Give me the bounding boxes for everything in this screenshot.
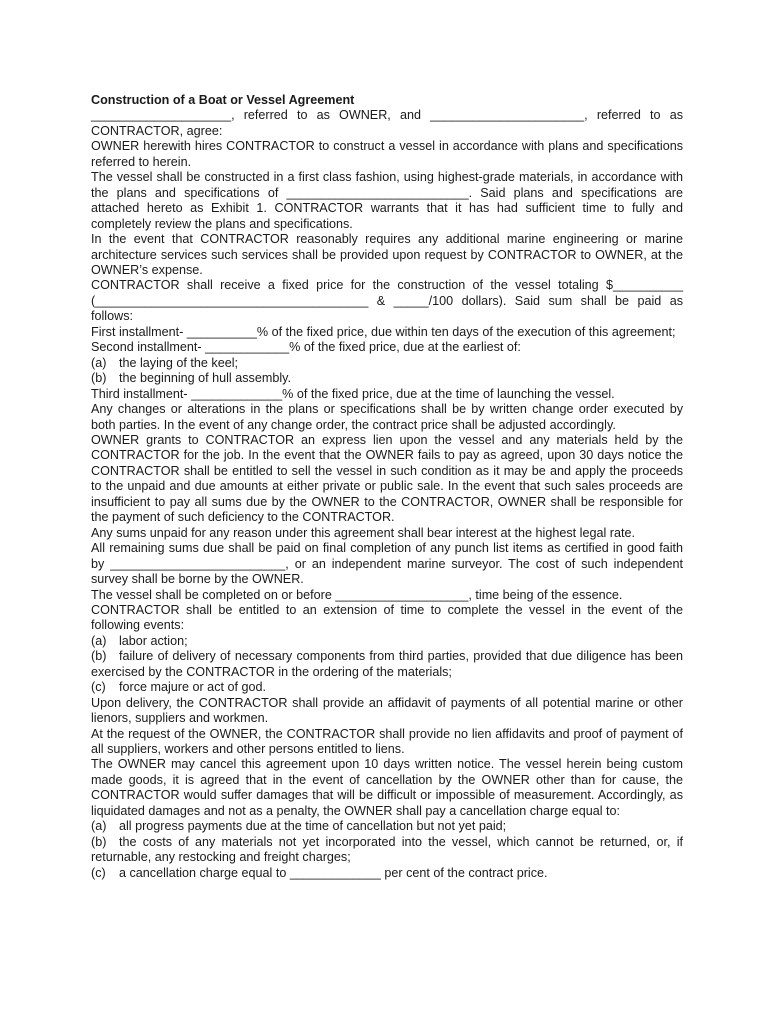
clause-paragraph: CONTRACTOR shall receive a fixed price for the construction of the vessel totaling $__________ (_______________________________________ & _____/100 dollars). Said sum shall be paid as follows:: [91, 278, 683, 324]
list-item: [91, 680, 683, 695]
list-item-text: the beginning of hull assembly.: [119, 371, 291, 386]
list-item-text: all progress payments due at the time of cancellation but not yet paid;: [119, 819, 507, 834]
document-title: Construction of a Boat or Vessel Agreement: [91, 93, 355, 107]
clause-paragraph: At the request of the OWNER, the CONTRACTOR shall provide no lien affidavits and proof of payment of all suppliers, workers and other persons entitled to liens.: [91, 726, 683, 757]
list-item-marker: (c): [91, 865, 106, 880]
list-item: [91, 634, 683, 649]
list-item: [91, 835, 683, 866]
list-item-text: labor action;: [119, 633, 188, 648]
list-item: [91, 356, 683, 371]
clause-paragraph: The vessel shall be constructed in a first class fashion, using highest-grade materials, in accordance with the plans and specifications of __________________________. Said plans and specifications are attached hereto as Exhibit 1. CONTRACTOR warrants that it has had sufficient time to fully and completely review the plans and specifications.: [91, 170, 683, 231]
list-item-text: failure of delivery of necessary components from third parties, provided that due diligence has been exercised by the CONTRACTOR in the ordering of the materials;: [91, 649, 683, 679]
clause-paragraph: Any changes or alterations in the plans or specifications shall be by written change order executed by both parties. In the event of any change order, the contract price shall be adjusted accordingly.: [91, 402, 683, 432]
clause-paragraph: Any sums unpaid for any reason under this agreement shall bear interest at the highest legal rate.: [91, 525, 635, 540]
clause-paragraph: OWNER grants to CONTRACTOR an express lien upon the vessel and any materials held by the CONTRACTOR for the job. In the event that the OWNER fails to pay as agreed, upon 30 days notice the CONTRACTOR shall be entitled to sell the vessel in such condition as it may be and apply the proceeds to the unpaid and due amounts at either private or public sale. In the event that such sales proceeds are insufficient to pay all sums due by the OWNER to the CONTRACTOR, OWNER shall be responsible for the payment of such deficiency to the CONTRACTOR.: [91, 432, 683, 525]
list-item-marker: (b): [91, 649, 107, 664]
list-item: [91, 866, 683, 881]
list-item-text: the laying of the keel;: [119, 355, 239, 370]
list-item-text: a cancellation charge equal to _____________ per cent of the contract price.: [119, 865, 548, 880]
clause-paragraph: All remaining sums due shall be paid on final completion of any punch list items as certified in good faith by _________________________, or an independent marine surveyor. The cost of such independent survey shall be borne by the OWNER.: [91, 541, 683, 587]
list-item-marker: (b): [91, 371, 107, 386]
list-item: [91, 371, 683, 386]
list-item-text: the costs of any materials not yet incorporated into the vessel, which cannot be returned, or, if returnable, any restocking and freight charges;: [91, 834, 683, 865]
clause-paragraph: Third installment- _____________% of the fixed price, due at the time of launching the vessel.: [91, 386, 615, 401]
list-item: [91, 819, 683, 834]
clause-paragraph: Second installment- ____________% of the fixed price, due at the earliest of:: [91, 340, 521, 355]
clause-paragraph: CONTRACTOR shall be entitled to an extension of time to complete the vessel in the event of the following events:: [91, 602, 683, 633]
list-item-marker: (a): [91, 355, 107, 370]
list-item: [91, 649, 683, 680]
clause-paragraph: OWNER herewith hires CONTRACTOR to construct a vessel in accordance with plans and specifications referred to herein.: [91, 139, 683, 169]
clause-paragraph: The OWNER may cancel this agreement upon 10 days written notice. The vessel herein being custom made goods, it is agreed that in the event of cancellation by the OWNER other than for cause, the CONTRACTOR would suffer damages that will be difficult or impossible of measurement. Accordingly, as liquidated damages and not as a penalty, the OWNER shall pay a cancellation charge equal to:: [91, 757, 683, 818]
list-item-marker: (a): [91, 633, 107, 648]
document-body: [91, 108, 683, 881]
list-item-marker: (a): [91, 819, 107, 834]
clause-paragraph: Upon delivery, the CONTRACTOR shall provide an affidavit of payments of all potential marine or other lienors, suppliers and workmen.: [91, 695, 683, 726]
clause-paragraph: In the event that CONTRACTOR reasonably requires any additional marine engineering or marine architecture services such services shall be provided upon request by CONTRACTOR to OWNER, at the OWNER’s expense.: [91, 232, 683, 277]
list-item-text: force majure or act of god.: [119, 680, 266, 695]
list-item-marker: (b): [91, 834, 107, 849]
agreement-document: [91, 93, 683, 881]
clause-paragraph: The vessel shall be completed on or before ___________________, time being of the essence.: [91, 587, 623, 602]
clause-paragraph: First installment- __________% of the fixed price, due within ten days of the execution of this agreement;: [91, 324, 676, 339]
clause-paragraph: ____________________, referred to as OWNER, and ______________________, referred to as CONTRACTOR, agree:: [91, 108, 683, 138]
list-item-marker: (c): [91, 680, 106, 695]
